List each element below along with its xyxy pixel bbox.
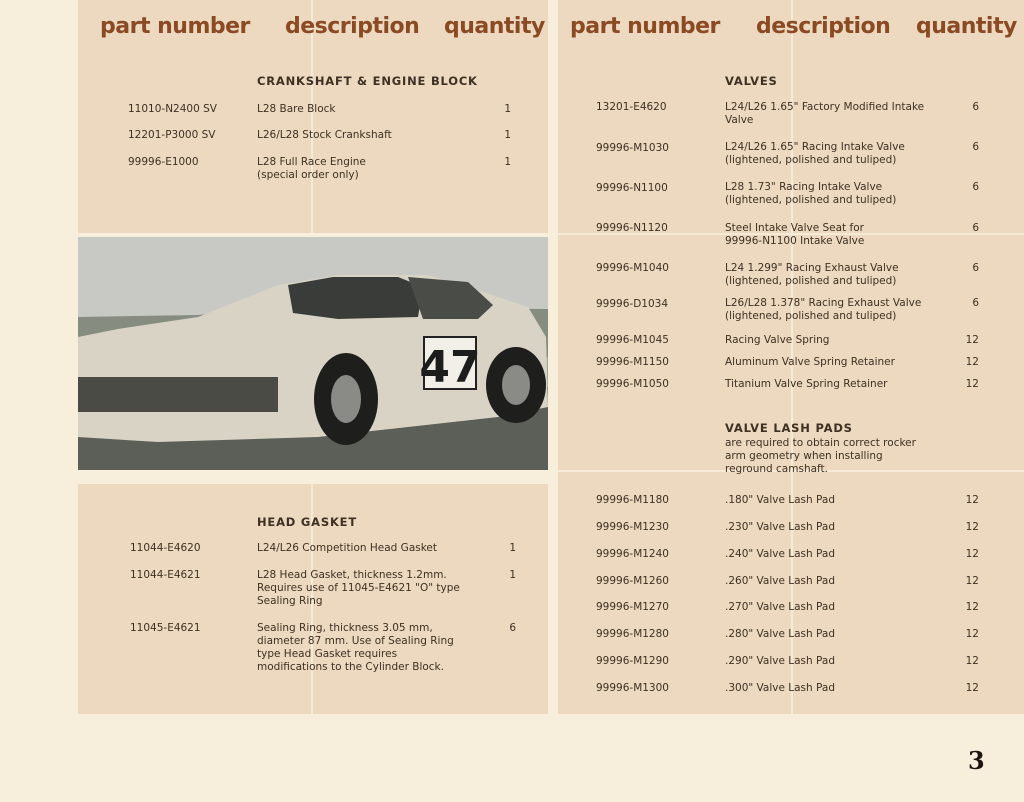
quantity: 12 [965,356,979,368]
description: L28 Head Gasket, thickness 1.2mm. Requires use of 11045-E4621 "O" type Sealing Ring [257,569,460,607]
quantity: 6 [509,622,516,634]
header-quantity: quantity [444,14,545,39]
header-quantity: quantity [916,14,1017,39]
crankshaft-section-title: CRANKSHAFT & ENGINE BLOCK [257,74,478,88]
quantity: 1 [504,103,511,115]
part-number: 11044-E4620 [130,542,201,554]
part-number: 11045-E4621 [130,622,201,634]
quantity: 12 [965,682,979,694]
description: L24 1.299" Racing Exhaust Valve (lightened, polished and tuliped) [725,262,899,287]
quantity: 12 [965,494,979,506]
header-description: description [285,14,420,39]
description: .270" Valve Lash Pad [725,601,835,613]
part-number: 99996-M1180 [596,494,669,506]
description: Titanium Valve Spring Retainer [725,378,888,390]
lash-pads-note: are required to obtain correct rocker arm geometry when installing reground camshaft. [725,437,916,475]
part-number: 99996-M1260 [596,575,669,587]
quantity: 6 [972,222,979,234]
description: Steel Intake Valve Seat for 99996-N1100 Intake Valve [725,222,865,247]
quantity: 12 [965,575,979,587]
description: L26/L28 Stock Crankshaft [257,129,392,141]
quantity: 12 [965,655,979,667]
race-car-photo [78,237,548,470]
quantity: 12 [965,378,979,390]
description: Racing Valve Spring [725,334,830,346]
race-car-illustration [78,237,548,470]
part-number: 99996-E1000 [128,156,199,168]
part-number: 11044-E4621 [130,569,201,581]
part-number: 99996-M1040 [596,262,669,274]
part-number: 99996-D1034 [596,298,668,310]
part-number: 99996-M1030 [596,142,669,154]
quantity: 12 [965,334,979,346]
quantity: 12 [965,628,979,640]
lash-pads-section-title: VALVE LASH PADS [725,421,853,435]
part-number: 99996-N1120 [596,222,668,234]
head-gasket-section-title: HEAD GASKET [257,515,357,529]
description: .290" Valve Lash Pad [725,655,835,667]
quantity: 1 [504,129,511,141]
quantity: 6 [972,262,979,274]
description: L28 1.73" Racing Intake Valve (lightened, polished and tuliped) [725,181,897,206]
part-number: 11010-N2400 SV [128,103,217,115]
description: .240" Valve Lash Pad [725,548,835,560]
description: L24/L26 1.65" Racing Intake Valve (lightened, polished and tuliped) [725,141,905,166]
quantity: 12 [965,548,979,560]
part-number: 99996-M1270 [596,601,669,613]
part-number: 99996-M1150 [596,356,669,368]
left-column-headers [78,14,548,54]
header-description: description [756,14,891,39]
page-number: 3 [968,746,985,775]
header-part-number: part number [100,14,250,39]
header-part-number: part number [570,14,720,39]
quantity: 1 [509,542,516,554]
quantity: 1 [509,569,516,581]
description: L24/L26 Competition Head Gasket [257,542,438,554]
quantity: 6 [972,101,979,113]
part-number: 99996-M1045 [596,334,669,346]
description: .300" Valve Lash Pad [725,682,835,694]
description: L26/L28 1.378" Racing Exhaust Valve (lightened, polished and tuliped) [725,297,922,322]
description: L28 Bare Block [257,103,336,115]
quantity: 6 [972,141,979,153]
part-number: 99996-M1280 [596,628,669,640]
description: Aluminum Valve Spring Retainer [725,356,895,368]
description: .280" Valve Lash Pad [725,628,835,640]
right-column-headers [558,14,1024,54]
part-number: 13201-E4620 [596,101,667,113]
description: .180" Valve Lash Pad [725,494,835,506]
car-number: 47 [419,342,481,393]
part-number: 99996-M1300 [596,682,669,694]
description: L28 Full Race Engine (special order only) [257,156,366,181]
quantity: 12 [965,521,979,533]
part-number: 99996-M1230 [596,521,669,533]
description: .260" Valve Lash Pad [725,575,835,587]
quantity: 1 [504,156,511,168]
part-number: 99996-M1240 [596,548,669,560]
part-number: 99996-M1290 [596,655,669,667]
quantity: 6 [972,181,979,193]
description: L24/L26 1.65" Factory Modified Intake Valve [725,101,925,126]
quantity: 6 [972,297,979,309]
part-number: 12201-P3000 SV [128,129,216,141]
valves-section-title: VALVES [725,74,778,88]
part-number: 99996-N1100 [596,182,668,194]
description: .230" Valve Lash Pad [725,521,835,533]
description: Sealing Ring, thickness 3.05 mm, diameter 87 mm. Use of Sealing Ring type Head Gasket requires modifications to the Cylinder Block. [257,622,454,673]
quantity: 12 [965,601,979,613]
part-number: 99996-M1050 [596,378,669,390]
